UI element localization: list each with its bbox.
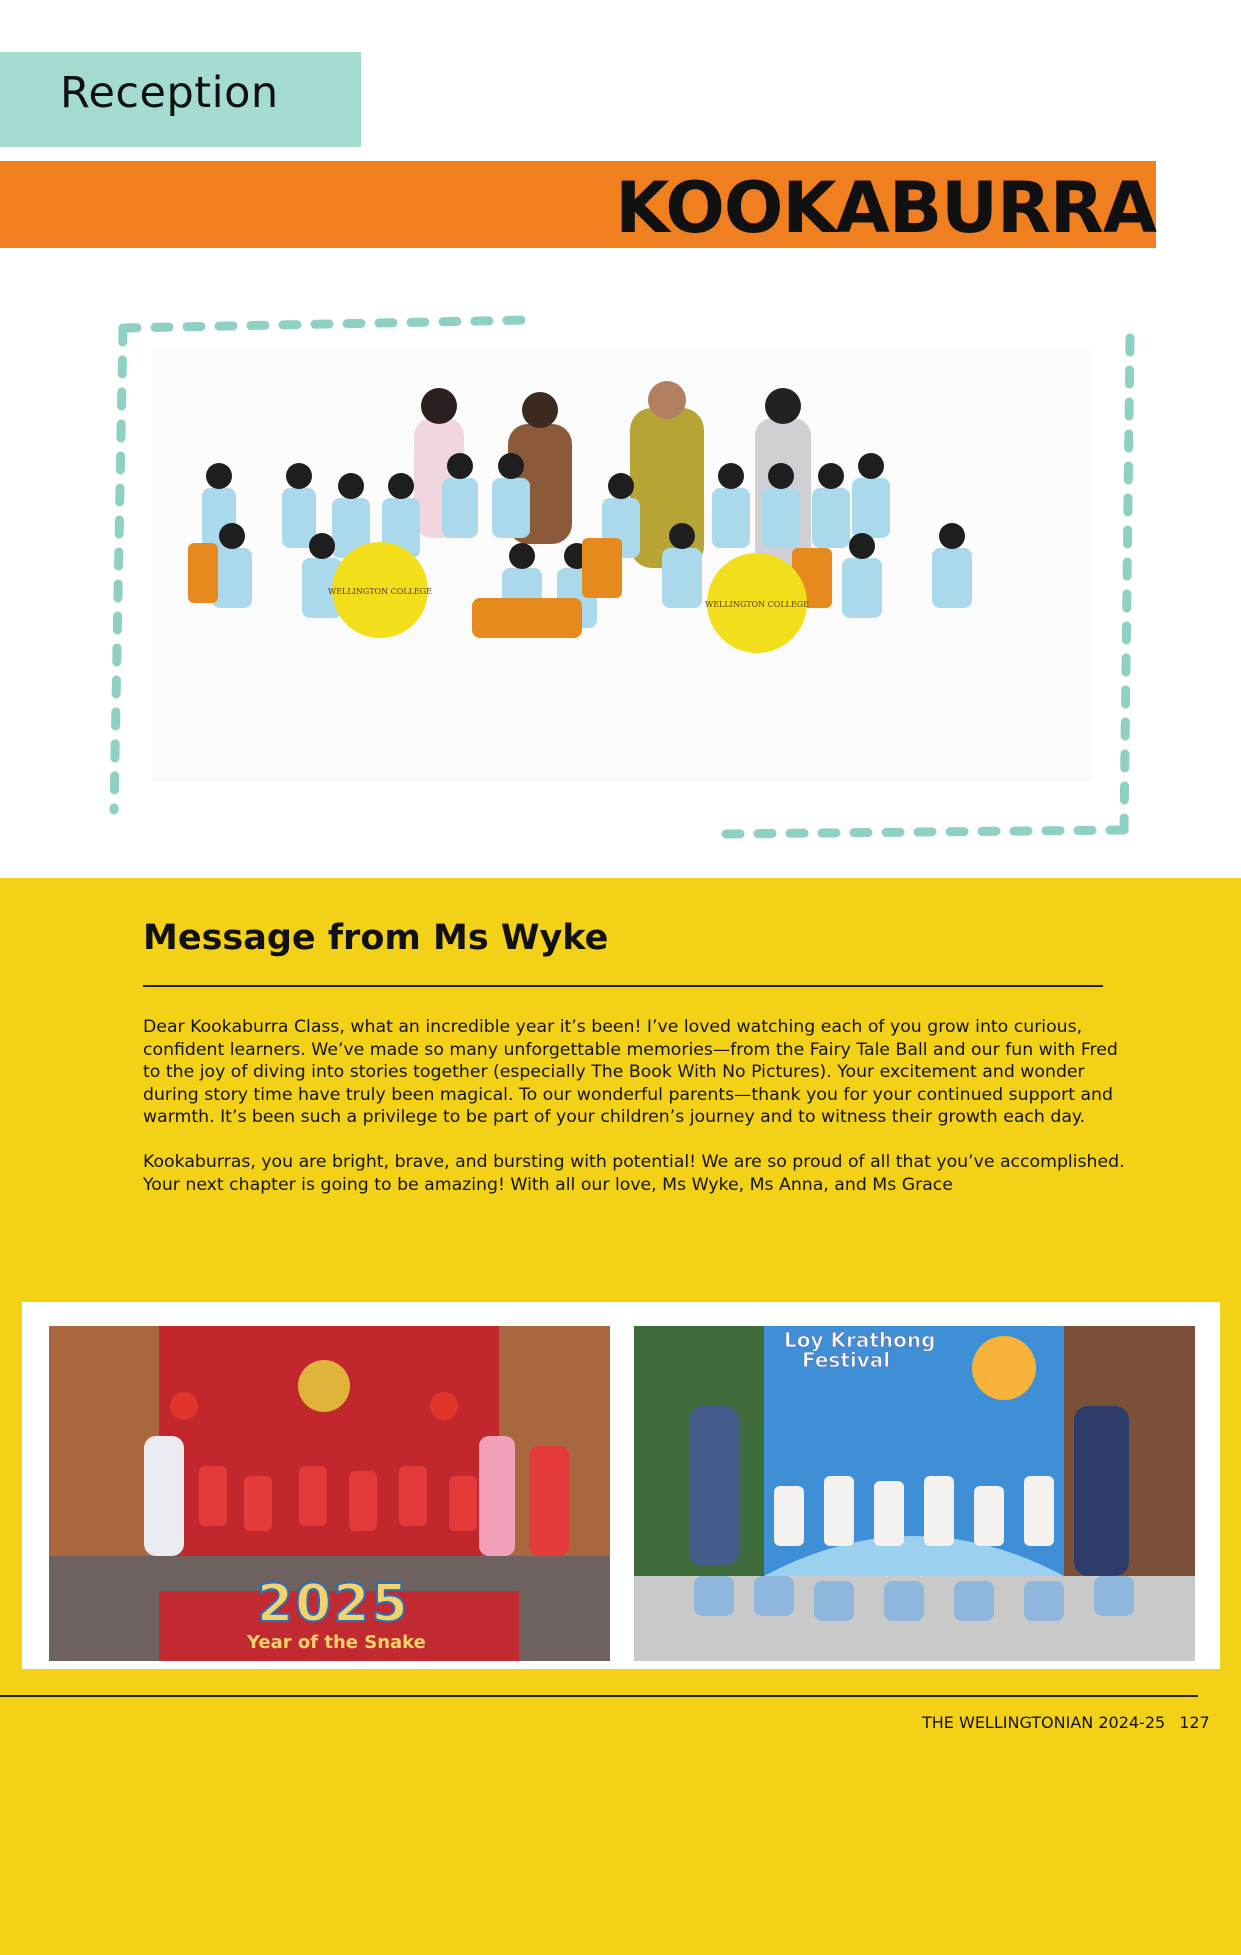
class-group-photo xyxy=(152,348,1092,782)
loy-krathong-photo xyxy=(634,1326,1195,1661)
banner-title: Festival xyxy=(802,1348,891,1372)
banner-year: 2025 xyxy=(257,1574,410,1634)
message-paragraph: Kookaburras, you are bright, brave, and bursting with potential! We are so proud of all that you’ve accomplished. Your next chapter is going to be amazing! With all our love, Ms Wyke, Ms Anna, and Ms Grace xyxy=(143,1151,1125,1195)
class-title: KOOKABURRA xyxy=(615,167,1156,249)
chinese-new-year-photo xyxy=(49,1326,610,1661)
page-number: 127 xyxy=(1179,1713,1210,1732)
message-body xyxy=(143,1016,1133,1218)
heading-divider xyxy=(143,985,1103,987)
message-paragraph: Dear Kookaburra Class, what an incredible year it’s been! I’ve loved watching each of you grow into curious, confident learners. We’ve made so many unforgettable memories—from the Fairy Tale Ball and our fun with Fred to the joy of diving into stories together (especially The Book With No Pictures). Your excitement and wonder during story time have truly been magical. To our wonderful parents—thank you for your continued support and warmth. It’s been such a privilege to be part of your children’s journey and to witness their growth each day. xyxy=(143,1017,1118,1128)
banner-title: Loy Krathong xyxy=(784,1328,936,1352)
footer xyxy=(922,1713,1210,1732)
section-label: Reception xyxy=(60,68,279,118)
banner-caption: Year of the Snake xyxy=(247,1632,426,1653)
college-disc-text: WELLINGTON COLLEGE xyxy=(327,587,433,596)
publication-name: THE WELLINGTONIAN 2024-25 xyxy=(922,1713,1166,1732)
college-disc-text: WELLINGTON COLLEGE xyxy=(704,600,810,609)
message-heading: Message from Ms Wyke xyxy=(143,918,609,958)
footer-divider xyxy=(0,1695,1198,1697)
